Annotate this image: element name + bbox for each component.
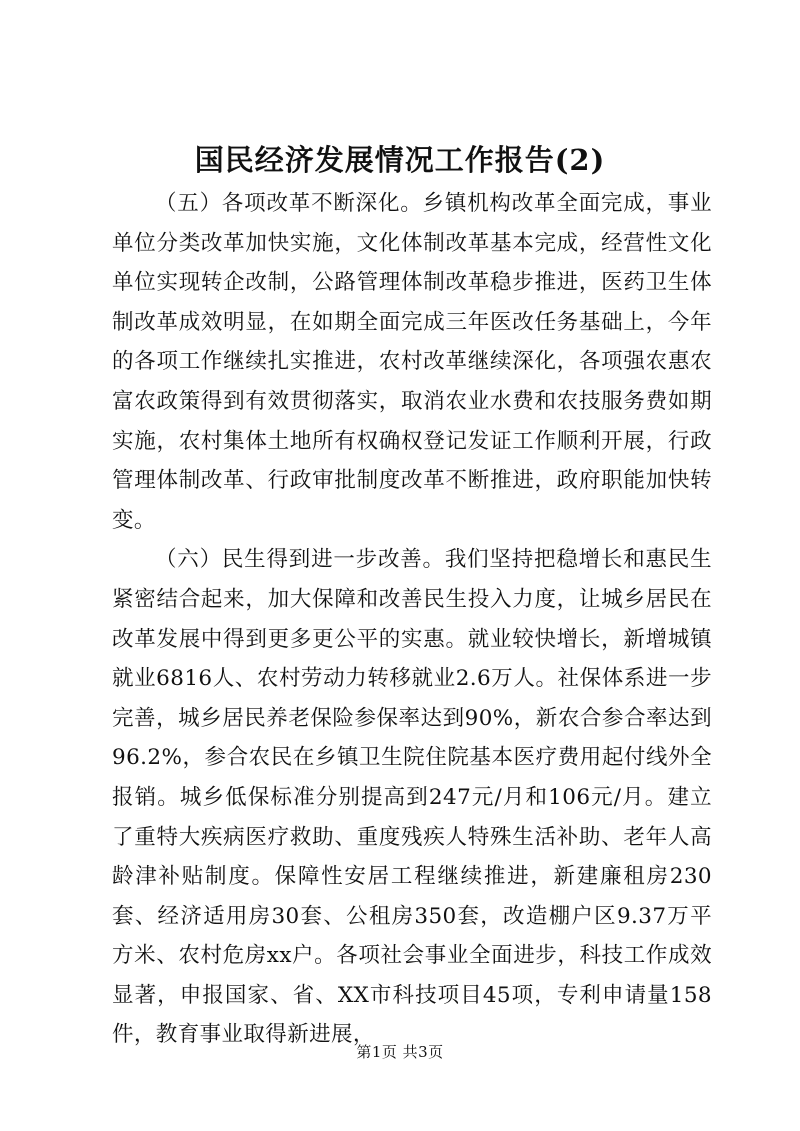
document-title: 国民经济发展情况工作报告(2) <box>194 143 606 177</box>
paragraph-livelihood: （六）民生得到进一步改善。我们坚持把稳增长和惠民生紧密结合起来，加大保障和改善民生投入力度，让城乡居民在改革发展中得到更多更公平的实惠。就业较快增长，新增城镇就业6816人、农村劳动力转移就业2.6万人。社保体系进一步完善，城乡居民养老保险参保率达到90%，新农合参合率达到96.2%，参合农民在乡镇卫生院住院基本医疗费用起付线外全报销。城乡低保标准分别提高到247元/月和106元/月。建立了重特大疾病医疗救助、重度残疾人特殊生活补助、老年人高龄津补贴制度。保障性安居工程继续推进，新建廉租房230套、经济适用房30套、公租房350套，改造棚户区9.37万平方米、农村危房xx户。各项社会事业全面进步，科技工作成效显著，申报国家、省、XX市科技项目45项，专利申请量158件，教育事业取得新进展， <box>112 547 712 1048</box>
paragraph-reform: （五）各项改革不断深化。乡镇机构改革全面完成，事业单位分类改革加快实施，文化体制改革基本完成，经营性文化单位实现转企改制，公路管理体制改革稳步推进，医药卫生体制改革成效明显，在如期全面完成三年医改任务基础上，今年的各项工作继续扎实推进，农村改革继续深化，各项强农惠农富农政策得到有效贯彻落实，取消农业水费和农技服务费如期实施，农村集体土地所有权确权登记发证工作顺利开展，行政管理体制改革、行政审批制度改革不断推进，政府职能加快转变。 <box>112 191 712 533</box>
document-body <box>112 184 712 1055</box>
page-number-footer: 第1页 共3页 <box>356 1043 444 1061</box>
